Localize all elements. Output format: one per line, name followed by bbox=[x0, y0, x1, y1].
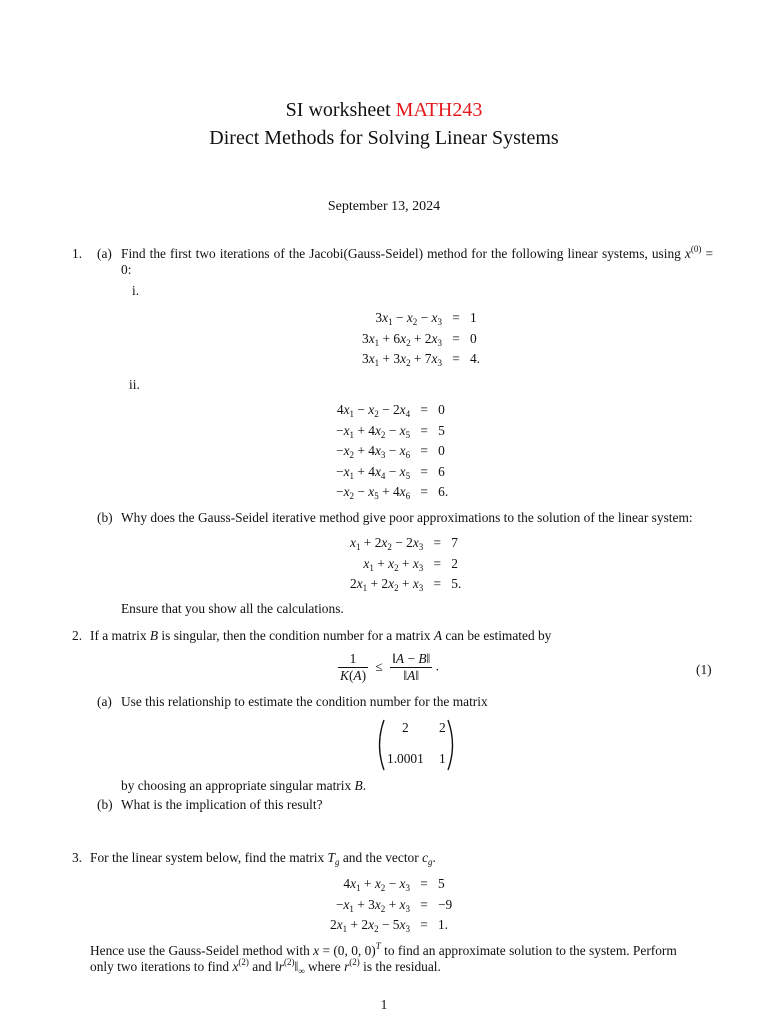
title-prefix: SI worksheet bbox=[285, 99, 391, 121]
document-subtitle: Direct Methods for Solving Linear Systems bbox=[209, 127, 559, 149]
question-2-number: 2. bbox=[72, 628, 83, 643]
q3-instructions: Hence use the Gauss-Seidel method with x = (0, 0, 0)$^T$ to find an approximate solution to the system. Perform only two iterations to find $x^{(2)}$ and $‖r^{(2)}‖_\infty$ where $r^{(2)}$ is the residual. bbox=[90, 941, 677, 976]
q2-part-b-label: (b) bbox=[97, 797, 113, 812]
q1-system-i: $3x_1 - x_2 - x_3$ = 1 $3x_1 + 6x_2 + 2x_3$ = 0 $3x_1 + 3x_2 + 7x_3$ = 4. bbox=[362, 310, 481, 368]
q1-ii-label: ii. bbox=[129, 377, 140, 392]
q3-text-1: For the linear system below, find the matrix bbox=[90, 850, 325, 865]
q2-part-a-label: (a) bbox=[97, 694, 112, 709]
course-code: MATH243 bbox=[395, 99, 483, 121]
q1-part-a-text: Find the first two iterations of the Jacobi(Gauss-Seidel) method for the following linear systems, using $x^{(0)} = 0$: bbox=[121, 244, 713, 277]
q2-part-a-text: Use this relationship to estimate the condition number for the matrix bbox=[121, 694, 488, 709]
q2-inequality: $\frac{1}{K(A)}$ ≤ $\frac{‖A - B‖}{‖A‖}$ . bbox=[340, 651, 440, 683]
q1-part-b-text: Why does the Gauss-Seidel iterative method give poor approximations to the solution of the linear system: bbox=[121, 510, 693, 525]
q2-text-3: can be estimated by bbox=[445, 628, 552, 643]
q2-text-2: is singular, then the condition number for a matrix bbox=[161, 628, 431, 643]
document-date: September 13, 2024 bbox=[327, 199, 441, 214]
matrix-cell-1-1: 2 bbox=[402, 720, 409, 735]
matrix-left-paren bbox=[374, 719, 386, 771]
q2-equation-number: (1) bbox=[696, 662, 712, 677]
q3-system: $4x_1 + x_2 - x_3$ = 5 $-x_1 + 3x_2 + x_3$ = −9 $2x_1 + 2x_2 - 5x_3$ = 1. bbox=[330, 876, 453, 934]
q3-text-2: and the vector bbox=[342, 850, 419, 865]
q1-system-ii: $4x_1 - x_2 - 2x_4$ = 0 $-x_1 + 4x_2 - x_5$ = 5 $-x_2 + 4x_3 - x_6$ = 0 $-x_1 + 4x_4 - x_5$ = 6 $-x_2 - x_5 + 4x_6$ = 6. bbox=[336, 402, 449, 501]
q1-a-initial: = 0: bbox=[121, 246, 713, 277]
document-title bbox=[0, 97, 768, 123]
page-number: 1 bbox=[380, 997, 388, 1012]
q1-part-b-label: (b) bbox=[97, 510, 113, 525]
q1-ensure-text: Ensure that you show all the calculations. bbox=[121, 601, 344, 616]
q1-part-a-label: (a) bbox=[97, 246, 112, 261]
matrix-right-paren bbox=[446, 719, 458, 771]
matrix-cell-2-2: 1 bbox=[439, 751, 446, 766]
q1-i-label: i. bbox=[132, 283, 140, 298]
q3-hence-1: Hence use the Gauss-Seidel method with bbox=[90, 943, 310, 958]
matrix-cell-2-1: 1.0001 bbox=[387, 751, 424, 766]
q2-text-1: If a matrix bbox=[90, 628, 147, 643]
q2-choose-text: by choosing an appropriate singular matrix B. bbox=[121, 778, 367, 793]
question-3-number: 3. bbox=[72, 850, 83, 865]
q2-choose-label: by choosing an appropriate singular matrix bbox=[121, 778, 352, 793]
q3-only: only two iterations to find bbox=[90, 959, 230, 974]
q3-and: and bbox=[252, 959, 272, 974]
q3-residual: is the residual. bbox=[363, 959, 441, 974]
q3-where: where bbox=[308, 959, 341, 974]
q2-part-b-text: What is the implication of this result? bbox=[121, 797, 323, 812]
matrix-cell-1-2: 2 bbox=[439, 720, 446, 735]
q1-a-prompt: Find the first two iterations of the Jacobi(Gauss-Seidel) method for the following linear systems, using bbox=[121, 246, 681, 261]
q3-hence-2: to find an approximate solution to the system. Perform bbox=[384, 943, 677, 958]
q2-intro: If a matrix B is singular, then the condition number for a matrix A can be estimated by bbox=[90, 628, 552, 643]
question-1-number: 1. bbox=[72, 246, 83, 261]
q3-intro: For the linear system below, find the matrix $T_g$ and the vector $c_g$. bbox=[90, 850, 436, 867]
q1-system-b: $x_1 + 2x_2 - 2x_3$ = 7 $x_1 + x_2 + x_3$ = 2 $2x_1 + 2x_2 + x_3$ = 5. bbox=[350, 535, 462, 593]
